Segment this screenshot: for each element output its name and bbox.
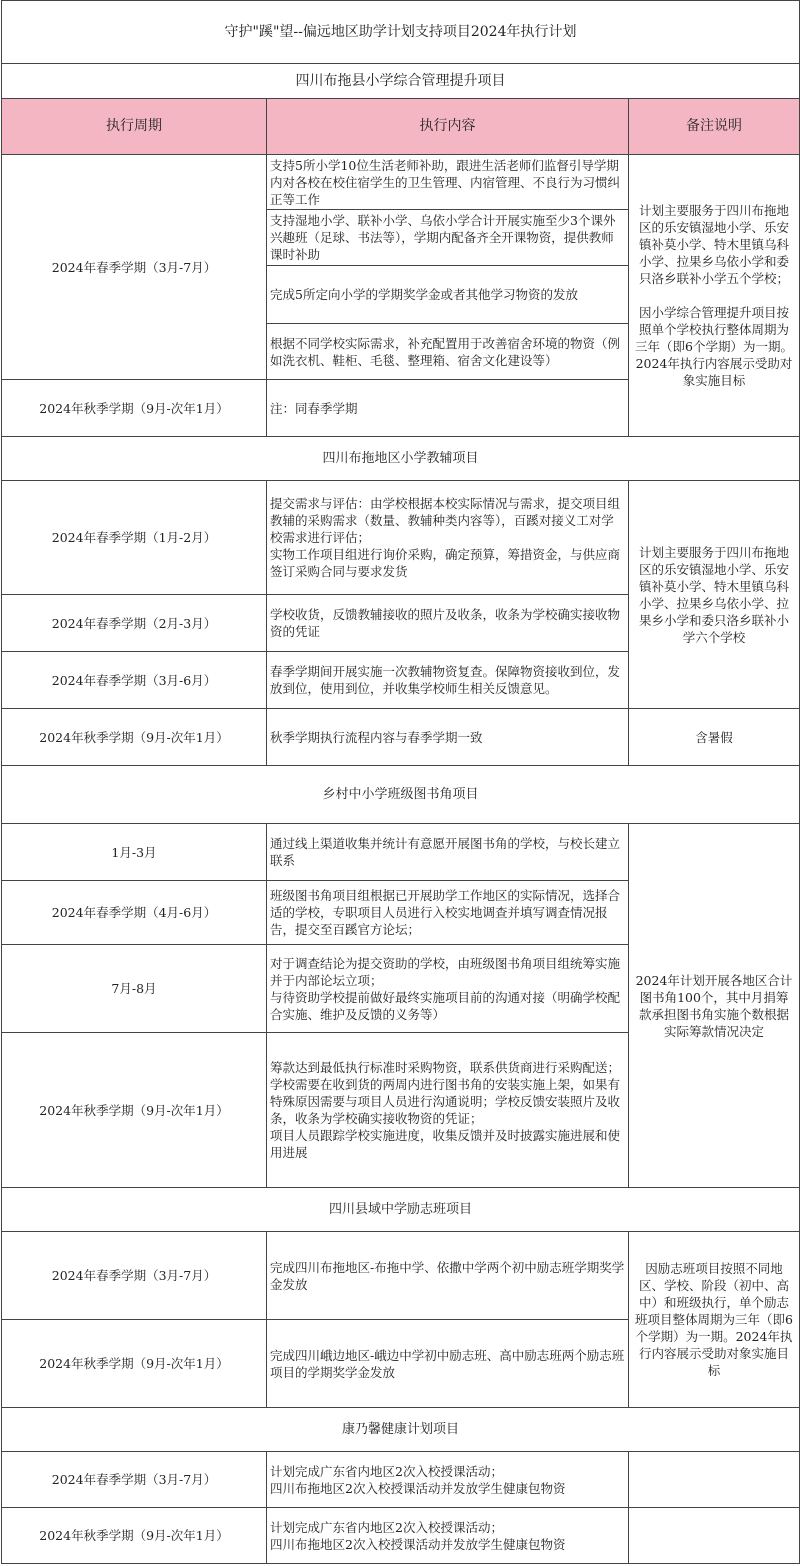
period-cell: 2024年秋季学期（9月-次年1月） — [2, 1320, 267, 1408]
plan-table — [1, 0, 800, 1564]
period-cell: 7月-8月 — [2, 945, 267, 1033]
content-cell: 计划完成广东省内地区2次入校授课活动； 四川布拖地区2次入校授课活动并发放学生健康包物资 — [267, 1508, 629, 1564]
period-cell: 2024年春季学期（2月-3月） — [2, 595, 267, 652]
content-cell: 班级图书角项目组根据已开展助学工作地区的实际情况，选择合适的学校，专职项目人员进行入校实地调查并填写调查情况报告，提交至百蹊官方论坛； — [267, 881, 629, 945]
remarks-cell: 因励志班项目按照不同地区、学校、阶段（初中、高中）和班级执行，单个励志班项目整体周期为三年（即6个学期）为一期。2024年执行内容展示受助对象实施目标 — [629, 1232, 800, 1408]
period-cell: 2024年春季学期（4月-6月） — [2, 881, 267, 945]
period-cell: 2024年春季学期（3月-7月） — [2, 155, 267, 380]
content-cell: 对于调查结论为提交资助的学校，由班级图书角项目组统筹实施并于内部论坛立项； 与待资助学校提前做好最终实施项目前的沟通对接（明确学校配合实施、维护及反馈的义务等） — [267, 945, 629, 1033]
content-cell: 完成四川布拖地区-布拖中学、依撒中学两个初中励志班学期奖学金发放 — [267, 1232, 629, 1320]
header-period: 执行周期 — [2, 99, 267, 155]
remarks-cell — [629, 1452, 800, 1508]
content-cell: 完成5所定向小学的学期奖学金或者其他学习物资的发放 — [267, 266, 629, 324]
period-cell: 2024年秋季学期（9月-次年1月） — [2, 709, 267, 766]
period-cell: 2024年春季学期（3月-6月） — [2, 652, 267, 709]
content-cell: 支持5所小学10位生活老师补助，跟进生活老师们监督引导学期内对各校在校住宿学生的卫生管理、内宿管理、不良行为习惯纠正等工作 — [267, 155, 629, 210]
page-title: 守护"蹊"望--偏远地区助学计划支持项目2024年执行计划 — [2, 1, 800, 64]
content-cell: 支持湿地小学、联补小学、乌依小学合计开展实施至少3个课外兴趣班（足球、书法等），学期内配备齐全开课物资，提供教师课时补助 — [267, 210, 629, 266]
header-content: 执行内容 — [267, 99, 629, 155]
period-cell: 2024年秋季学期（9月-次年1月） — [2, 380, 267, 437]
content-cell: 通过线上渠道收集并统计有意愿开展图书角的学校，与校长建立联系 — [267, 824, 629, 881]
section-title: 四川布拖县小学综合管理提升项目 — [2, 64, 800, 99]
content-cell: 根据不同学校实际需求，补充配置用于改善宿舍环境的物资（例如洗衣机、鞋柜、毛毯、整理箱、宿舍文化建设等） — [267, 324, 629, 380]
period-cell: 2024年春季学期（3月-7月） — [2, 1452, 267, 1508]
remarks-cell — [629, 1508, 800, 1564]
remarks-cell: 计划主要服务于四川布拖地区的乐安镇湿地小学、乐安镇补莫小学、特木里镇乌科小学、拉果乡乌依小学和委只洛乡联补小学五个学校； 因小学综合管理提升项目按照单个学校执行整体周期为三年（即6个学期）为一期。2024年执行内容展示受助对象实施目标 — [629, 155, 800, 437]
content-cell: 注：同春季学期 — [267, 380, 629, 437]
remarks-cell: 2024年计划开展各地区合计图书角100个，其中月捐筹款承担图书角实施个数根据实际筹款情况决定 — [629, 824, 800, 1188]
content-cell: 筹款达到最低执行标准时采购物资，联系供货商进行采购配送； 学校需要在收到货的两周内进行图书角的安装实施上架，如果有特殊原因需要与项目人员进行沟通说明；学校反馈安装照片及收条，收条为学校确实接收物资的凭证； 项目人员跟踪学校实施进度，收集反馈并及时披露实施进展和使用进展 — [267, 1033, 629, 1188]
content-cell: 学校收货，反馈教辅接收的照片及收条，收条为学校确实接收物资的凭证 — [267, 595, 629, 652]
remarks-cell: 计划主要服务于四川布拖地区的乐安镇湿地小学、乐安镇补莫小学、特木里镇乌科小学、拉果乡乌依小学、拉果乡小学和委只洛乡联补小学六个学校 — [629, 481, 800, 709]
section-title: 乡村中小学班级图书角项目 — [2, 766, 800, 824]
content-cell: 春季学期间开展实施一次教辅物资复查。保障物资接收到位，发放到位，使用到位，并收集学校师生相关反馈意见。 — [267, 652, 629, 709]
header-remarks: 备注说明 — [629, 99, 800, 155]
section-title: 四川布拖地区小学教辅项目 — [2, 437, 800, 481]
period-cell: 1月-3月 — [2, 824, 267, 881]
section-title: 四川县域中学励志班项目 — [2, 1188, 800, 1232]
period-cell: 2024年秋季学期（9月-次年1月） — [2, 1033, 267, 1188]
period-cell: 2024年秋季学期（9月-次年1月） — [2, 1508, 267, 1564]
content-cell: 提交需求与评估：由学校根据本校实际情况与需求，提交项目组教辅的采购需求（数量、教辅种类内容等），百蹊对接义工对学校需求进行评估； 实物工作项目组进行询价采购，确定预算，筹措资金，与供应商签订采购合同与要求发货 — [267, 481, 629, 595]
content-cell: 计划完成广东省内地区2次入校授课活动； 四川布拖地区2次入校授课活动并发放学生健康包物资 — [267, 1452, 629, 1508]
section-title: 康乃馨健康计划项目 — [2, 1408, 800, 1452]
content-cell: 完成四川峨边地区-峨边中学初中励志班、高中励志班两个励志班项目的学期奖学金发放 — [267, 1320, 629, 1408]
content-cell: 秋季学期执行流程内容与春季学期一致 — [267, 709, 629, 766]
period-cell: 2024年春季学期（1月-2月） — [2, 481, 267, 595]
period-cell: 2024年春季学期（3月-7月） — [2, 1232, 267, 1320]
remarks-cell: 含暑假 — [629, 709, 800, 766]
